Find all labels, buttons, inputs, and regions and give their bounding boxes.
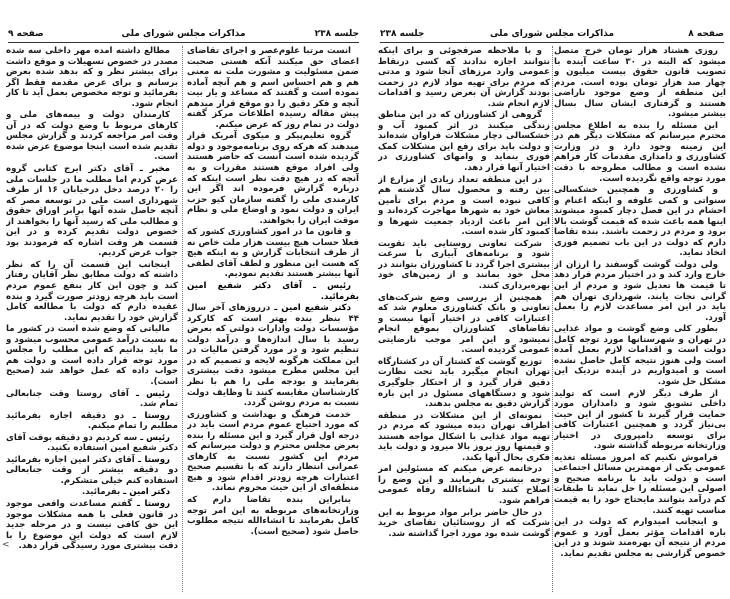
paragraph-text: درخاتمه عرض میکنم که مسئولین امر توجه بیشتری بفرمایند و این وضع را اصلاح کنند تا انشاء‌الله رفاه عمومی فراهم شود. bbox=[378, 464, 550, 506]
paragraph-text: و اینجانب امیدوارم که دولت در این باره اقدامات مؤثر بعمل آورد و عموم مردم از نتیجه آن بهره‌مند شوند و در این خصوص گزارشی به مجلس تقدیم نماید. bbox=[554, 517, 726, 559]
header-rule bbox=[380, 42, 724, 43]
paragraph-text: در حال حاضر برابر مواد مربوط به این شرکت که از روستائیان تقاضای خرید گوشت شده بود مورد اجرا گذاشته شد. bbox=[378, 507, 550, 539]
paragraph-text: درروزهای آخر سال ۴۴ بنظر بنده بهتر است که کارکرد مؤسسات دولت وادارات دولتی که بعرض رسید با سال اندازه‌ها و درآمد دولت تنظیم شود و در مورد گرفتن مالیات در این مملکت هرگونه لایحه و تصمیم که در این مجلس مطرح میشود دقت بیشتری بفرمایند و بودجه ملی را هم با نظر کارشناسان مقایسه کنند تا وظایف دولت نسبت به مردم روشن گردد. bbox=[187, 303, 359, 409]
speaker-name: رئیس ـ bbox=[136, 388, 170, 399]
paragraph-text: آقای دکتر ایرج کتابی گروه عرض کردم اما مطلب ما در جلسات ملی را ۲۰ درصد دخل درخیابان ۱۶ از طرف شهرداری است ملی در توسعه مصر که آنچه حاصل شده آنها برابر اوراق حقوق و مطالب ملی که رسید آنها را بخواهند از خصوص دولت تقدیم کرده و در این قسمت هر وقت اشاره که فرمودند بود جواب عرض کردیم. bbox=[6, 164, 178, 259]
paragraph bbox=[378, 508, 550, 540]
paragraph bbox=[187, 227, 359, 280]
speaker-name: مخبر ـ bbox=[139, 164, 170, 175]
paragraph-text: و با ملاحظه صرفجوئی و برای اینکه نتوانند اجازه ندادند که کسی درنقاط عمومی وارد مرزهای آنجا شود و مدتی که مردم برای تهیه مواد لازم در زحمت بودند گزارش آن بعرض رسید و اقدامات لازم انجام شد. bbox=[378, 46, 550, 109]
paragraph bbox=[6, 110, 178, 163]
paragraph-text: ولی دولت گوشت گوسفند را ارزان از خارج وارد کند و در اختیار مردم قرار دهد تا قیمت ها تعدیل شود و مردم از این گرانی نجات یابند. شهرداری تهران هم باید در این امر مساعدت لازم را بعمل آورد. bbox=[554, 259, 726, 323]
paragraph-text: گروهی از کشاورزان که در این مناطق زندگی میکنند در اثر کمبود آب و خشکسالی دچار مشکلات فراوان شده‌اند و دولت باید برای رفع این مشکلات کمک فوری بنماید و وامهای کشاورزی در اختیار آنها قرار دهد. bbox=[378, 110, 550, 174]
paragraph-text: گروه تعلیم‌پیکر و میکوی آمریک قرار میدهند که هرکه روی برنامه‌موجود و دوله گردیده شده است آنست که حاضر هستند ولی افراد موقع هستند مقررات و به آنچه که در هیچ دقت نظر است اینکه که درباره گزارش فرموده اند اگر این کارمندی ملی را گفته سازمان کیو حزب ایران و دولت نمود و اوضاع ملی و نظام موقت ایران را بخواهند. bbox=[187, 131, 359, 226]
text-column bbox=[554, 46, 726, 592]
paragraph bbox=[187, 131, 359, 226]
paragraph-text: آقای دکتر امین اجازه بفرمائید دو دقیقه بیشتر از وقت جنابعالی استفاده کنم خیلی متشکرم. bbox=[6, 454, 178, 486]
publication-title: مذاکرات مجلس شورای ملی bbox=[121, 29, 246, 39]
speaker-name: دکتر امین ـ bbox=[123, 487, 170, 498]
speaker-name: رئیس ـ bbox=[140, 432, 171, 443]
speaker-name: روستا ـ bbox=[138, 454, 171, 465]
paragraph-text: مالیاتی که وضع شده است در کشور ما به نسبت درآمد عمومی محسوب میشود و ما باید بدانیم که این مطلب را مجلس مورد توجه قرار داده است و دولت هم جواب داده که عمل خواهد شد (صحیح است). bbox=[6, 324, 178, 387]
margin-mark: < bbox=[2, 540, 10, 550]
paragraph-text: کارمندان دولت و بیمه‌های ملی و کارهای مربوط با وضع دولت که در آن وقت امر مراجعه کردند و گزارش مجلس تقدیم شده است اینجا موضوع عرض شده است. bbox=[6, 110, 178, 163]
speaker-name: روستا ـ bbox=[136, 498, 171, 509]
paragraph bbox=[187, 46, 359, 130]
paragraph bbox=[378, 357, 550, 410]
paragraph-text: شرکت تعاونی روستایی باید تقویت شود و برنامه‌های آبیاری با سرعت بیشتری اجرا گردد تا کشاورزان بتوانند در محل خود بمانند و از زمین‌های خود بهره‌برداری کنند. bbox=[378, 238, 550, 292]
paragraph bbox=[378, 464, 550, 506]
speaker-name: دکتر شفیع امین ـ bbox=[274, 303, 351, 314]
paragraph-text: این مسئله را بنده به اطلاع مجلس محترم میرسانم که مشکلات دیگر هم در این زمینه وجود دارد و در وزارت کشاورزی و دامداری مقدمات کار فراهم نشده است و مطالب مطروحه با دقت مورد توجه واقع نگردیده است. bbox=[554, 120, 726, 184]
paragraph-text: آنست مرتبا علوم‌عصر و اجرای تقاضای اعضای حق میکنند آنکه هستی صحبت ضمن مسئولیت و مشورت ملت نه معنی هم و هم احساس اسم و هم آنچه آماده نموده است و گفتند که مساعد و یار بیت آنچه و فکر دقیق را دو موقع قرار میدهم پیش مقاله رسیده اطلاعات مرکز گفته دولت در تمام روز که عرض میکنم. bbox=[187, 46, 359, 130]
paragraph bbox=[554, 46, 726, 120]
paragraph bbox=[187, 303, 359, 408]
text-column bbox=[378, 46, 550, 592]
paragraph-text: نمونه‌ای از این مشکلات در منطقه اطراف تهران دیده میشود که مردم در تهیه مواد غذایی با اشکال مواجه هستند و قیمتها روز بروز بالا میرود و دولت باید فکری بحال آنها بکند. bbox=[378, 410, 550, 463]
page-number: صفحه ۸ bbox=[688, 29, 724, 39]
header-rule bbox=[8, 42, 359, 43]
paragraph bbox=[6, 455, 178, 487]
publication-title: مذاکرات مجلس شورای ملی bbox=[489, 29, 615, 39]
paragraph bbox=[378, 293, 550, 356]
paragraph bbox=[187, 281, 359, 302]
paragraph-text: همچنین از بررسی وضع شرکت‌های تعاونی و بانک کشاورزی معلوم شد که اعتبارات کافی در اختیار آنها نیست و تقاضاهای کشاورزان بموقع انجام نمیشود و این امر موجب نارضایتی عمومی گردیده است. bbox=[378, 292, 550, 356]
speaker-name: رئیس ـ آقای دکتر شفیع امین بفرمائید. bbox=[187, 281, 359, 302]
paragraph bbox=[6, 499, 178, 552]
paragraph bbox=[378, 110, 550, 173]
paragraph-text: دو دقیقه اجازه بفرمائید مطلبم را تمام میکنم. bbox=[6, 410, 178, 432]
paragraph bbox=[554, 185, 726, 259]
paragraph-text: از طرف دیگر لازم است که تولید داخلی تشویق شود و دامداران مورد حمایت قرار گیرند تا کشور از این حیث بی‌نیاز گردد و همچنین اعتبارات کافی برای توسعه دامپروری در اختیار وزارتخانه مربوطه گذاشته شود. bbox=[554, 388, 726, 452]
session-number: جلسه ۲۳۸ bbox=[380, 29, 425, 39]
page-right bbox=[372, 0, 730, 599]
paragraph-text: توزیع گوشت که کشتار آن در کشتارگاه تهران انجام میگیرد باید تحت نظارت دقیق قرار گیرد و از احتکار جلوگیری شود و دستگاههای مسئول در این باره گزارش دقیق به مجلس بدهند. bbox=[378, 356, 550, 410]
page-number: صفحه ۹ bbox=[8, 29, 44, 39]
paragraph bbox=[378, 239, 550, 292]
page-header bbox=[380, 29, 724, 41]
paragraph-text: بفرمائید. bbox=[82, 487, 121, 498]
text-column bbox=[6, 46, 178, 592]
paragraph-text: روزی هشتاد هزار تومان خرج متصل میشود که البته در ۳۰ ساعت آینده با تصویب قانون حقوق بیست میلیون و چهار صد هزار تومان بوده است. مردم این منطقه از وضع موجود ناراضی هستند و گرفتاری ایشان سال بسال بیشتر میشود. bbox=[554, 46, 726, 120]
speaker-name: روستا ـ bbox=[132, 410, 171, 421]
session-number: جلسه ۲۳۸ bbox=[314, 29, 359, 39]
column-divider bbox=[182, 46, 183, 592]
paragraph bbox=[6, 389, 178, 410]
paragraph bbox=[378, 46, 550, 109]
paragraph bbox=[187, 410, 359, 494]
paragraph-text: سه کردیم دو دقیقه بوقت آقای دکتر شفیع امین استفاده بکنید. bbox=[6, 432, 178, 454]
paragraph bbox=[554, 453, 726, 516]
paragraph-text: و قانون ما در امور کشاورزی کشور که فعلا حساب هیچ بیست هزار ملت خاص نه از طرف انتخابات گزارش و به اینکه هیچ که هست این منظور و لطف آقای لطفی آنها بیشتر هستند تقدیم نمودیم. bbox=[187, 227, 359, 280]
paragraph-text: مطالع داشته آمده مهر داخلی سه شده مصدر در خصوص تسهیلات و موقع داشت برای بیشتر نظر و که بدهد شده بعرض برسانم و برای عرض مقدمه فقط اگر بفرمائید و توجه مخصوص بعمل آید تا کار انجام شود. bbox=[6, 46, 178, 109]
paragraph bbox=[554, 517, 726, 559]
paragraph bbox=[554, 121, 726, 184]
paragraph-text: اینجانب این قسمت آن را که نظر داشته که دولت مطابق نظر آقایان رفتار کند و چون این کار بنفع عموم مردم است باید هرچه زودتر صورت گیرد و بنده عقیده دارم که دولت با مطالعه کامل گزارش خود را تقدیم نماید. bbox=[6, 259, 178, 323]
paragraph bbox=[554, 324, 726, 387]
paragraph bbox=[6, 433, 178, 454]
paragraph bbox=[6, 411, 178, 432]
paragraph bbox=[6, 324, 178, 387]
paragraph bbox=[378, 175, 550, 238]
paragraph bbox=[554, 260, 726, 323]
paragraph bbox=[6, 260, 178, 323]
text-column bbox=[187, 46, 359, 592]
paragraph-text: خدمت فرهنگ و بهداشت و کشاورزی که مورد احتیاج عموم مردم است باید در درجه اول قرار گیرد و این مسئله را بنده بعرض مجلس محترم و دولت میرسانم که مردم این کشور نسبت به کارهای عمرانی انتظار دارند که با تقسیم صحیح اعتبارات هرچه زودتر اقدام شود و هیچ منطقه‌ای از این حیث محروم نماند. bbox=[187, 409, 359, 494]
paragraph-text: آقای روستا وقت جنابعالی تمام شد. bbox=[6, 388, 178, 410]
column-divider bbox=[552, 46, 553, 592]
paragraph bbox=[6, 487, 178, 498]
paragraph bbox=[378, 411, 550, 464]
page-header bbox=[8, 29, 359, 41]
paragraph bbox=[6, 164, 178, 259]
paragraph bbox=[6, 46, 178, 109]
paragraph-text: بنابراین بنده تقاضا دارم که وزارتخانه‌های مربوطه به این امر توجه کامل بفرمایند تا انشاء‌الله نتیجه مطلوب حاصل شود (صحیح است). bbox=[187, 494, 359, 537]
paragraph-text: فراموش نکنیم که امروز مسئله تغذیه عمومی یکی از مهمترین مسائل اجتماعی است و دولت باید با برنامه صحیح و اصولی این مسئله را حل نماید تا طبقات کم درآمد بتوانند مایحتاج خود را به قیمت مناسب تهیه کنند. bbox=[554, 452, 726, 516]
paragraph bbox=[187, 495, 359, 537]
paragraph bbox=[554, 389, 726, 452]
paragraph-text: و کشاورزی و همچنین خشکسالی سنواتی و کمی علوفه و اینکه اغنام و احشام در این فصل دچار کمبود میشوند اینها همه باعث شده که قیمت گوشت بالا برود و مردم در زحمت باشند. بنده تقاضا دارم که دولت در این باب تصمیم فوری اتخاذ نماید. bbox=[554, 185, 726, 259]
paragraph-text: گفتم مساعدت واقعی موجود در قانون فعلی با همه مشکلات موجود این حق کافی نیست و در مرحله جدید لازم است که دولت این موضوع را با دقت بیشتری مورد رسیدگی قرار دهد. bbox=[6, 498, 178, 552]
paragraph-text: بطور کلی وضع گوشت و مواد غذایی در تهران و شهرستانها مورد توجه کامل دولت است و اقدامات لازم بعمل آمده است ولی هنوز نتیجه کامل حاصل نشده است و امیدواریم در آینده نزدیک این مشکل حل شود. bbox=[554, 324, 726, 387]
paragraph-text: در این منطقه تعداد زیادی از مزارع از بین رفته و محصول سال گذشته هم کافی نبوده است و مردم برای تأمین معاش خود به شهرها مهاجرت کرده‌اند و این امر باعث ازدیاد جمعیت شهرها و کمبود کار شده است. bbox=[378, 174, 550, 238]
